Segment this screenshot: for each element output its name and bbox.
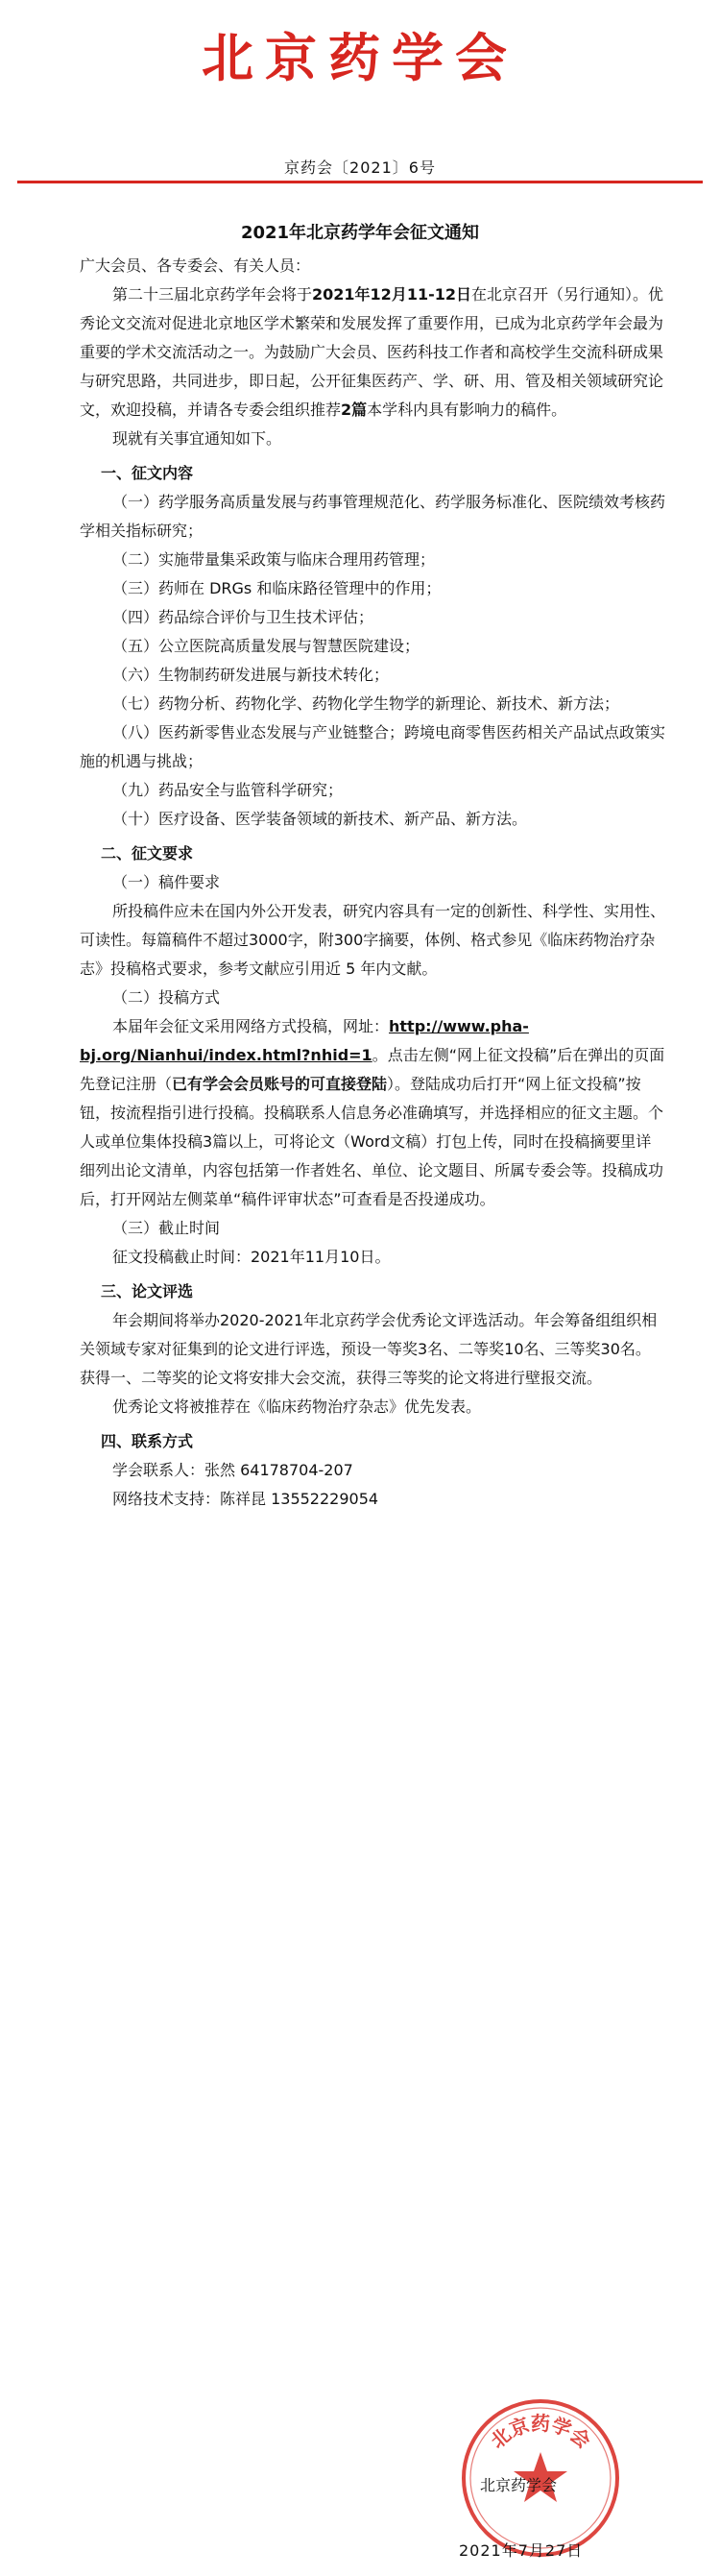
deadline-text: 征文投稿截止时间：2021年11月10日。 [112, 1248, 391, 1266]
section-2-sub1-heading: （一）稿件要求 [112, 873, 221, 891]
notice-title: 2021年北京药学年会征文通知 [240, 223, 480, 243]
topic-item: （六）生物制药研发进展与新技术转化； [112, 666, 390, 684]
intro-date: 2021年12月11-12日 [312, 285, 471, 304]
section-2-heading: 二、征文要求 [101, 844, 194, 863]
submission-text: 本届年会征文采用网络方式投稿，网址： [112, 1017, 390, 1035]
topic-item: （一）药学服务高质量发展与药事管理规范化、药学服务标准化、医院绩效考核药学相关指标研究； [80, 493, 666, 540]
notice-line: 现就有关事宜通知如下。 [112, 429, 282, 448]
section-4-heading: 四、联系方式 [101, 1432, 194, 1450]
contact-person: 学会联系人：张然 64178704-207 [112, 1461, 353, 1479]
submission-bold-note: 已有学会会员账号的可直接登陆 [172, 1075, 388, 1093]
topic-item: （七）药物分析、药物化学、药物化学生物学的新理论、新技术、新方法； [112, 694, 620, 713]
submission-text-2: 。点击左侧“网上征文投稿”后在弹出的页面先登记注册（ [80, 1046, 665, 1093]
topic-item: （五）公立医院高质量发展与智慧医院建设； [112, 637, 420, 655]
section-2-sub2-heading: （二）投稿方式 [112, 988, 221, 1007]
manuscript-requirements: 所投稿件应未在国内外公开发表，研究内容具有一定的创新性、科学性、实用性、可读性。每篇稿件不超过3000字，附300字摘要，体例、格式参见《临床药物治疗杂志》投稿格式要求，参考文献应引用近 5 年内文献。 [80, 902, 666, 978]
intro-text: 第二十三届北京药学年会将于 [112, 285, 313, 304]
topic-item: （三）药师在 DRGs 和临床路径管理中的作用； [112, 579, 442, 597]
intro-text-mid: 在北京召开（另行通知）。优秀论文交流对促进北京地区学术繁荣和发展发挥了重要作用，已成为北京药学年会最为重要的学术交流活动之一。为鼓励广大会员、医药科技工作者和高校学生交流科研成果与研究思路，共同进步，即日起，公开征集医药产、学、研、用、管及相关领域研究论文，欢迎投稿，并请各专委会组织推荐 [80, 285, 664, 419]
signature-org: 北京药学会 [480, 2476, 558, 2494]
red-divider-rule [17, 181, 703, 183]
section-2-sub3-heading: （三）截止时间 [112, 1219, 221, 1237]
topic-item: （八）医药新零售业态发展与产业链整合；跨境电商零售医药相关产品试点政策实施的机遇与挑战； [80, 723, 666, 770]
seal-text: 北京药学会 [486, 2412, 595, 2453]
topic-item: （四）药品综合评价与卫生技术评估； [112, 608, 374, 626]
svg-text:北京药学会 [486, 2412, 594, 2453]
document-number: 京药会〔2021〕6号 [284, 158, 436, 177]
tech-support-contact: 网络技术支持：陈祥昆 13552229054 [112, 1490, 379, 1508]
submission-method [80, 1012, 665, 1214]
topic-item: （九）药品安全与监管科学研究； [112, 781, 344, 799]
topic-item: （十）医疗设备、医学装备领域的新技术、新产品、新方法。 [112, 810, 528, 828]
salutation: 广大会员、各专委会、有关人员： [80, 256, 311, 275]
intro-count: 2篇 [341, 401, 368, 419]
evaluation-text: 年会期间将举办2020-2021年北京药学会优秀论文评选活动。年会筹备组组织相关领域专家对征集到的论文进行评选，预设一等奖3名、二等奖10名、三等奖30名。获得一、二等奖的论文将安排大会交流，获得三等奖的论文将进行壁报交流。 [80, 1311, 658, 1387]
section-1-heading: 一、征文内容 [101, 464, 194, 482]
signature-date: 2021年7月27日 [459, 2541, 584, 2560]
section-3-heading: 三、论文评选 [101, 1282, 194, 1300]
intro-text-after: 本学科内具有影响力的稿件。 [367, 401, 567, 419]
org-letterhead-title: 北京药学会 [202, 27, 518, 88]
notice-body [80, 252, 665, 1514]
submission-text-3: ）。登陆成功后打开“网上征文投稿”按钮，按流程指引进行投稿。投稿联系人信息务必准确填写，并选择相应的征文主题。个人或单位集体投稿3篇以上，可将论文（Word文稿）打包上传，同时在投稿摘要里详细列出论文清单，内容包括第一作者姓名、单位、论文题目、所属专委会等。投稿成功后，打开网站左侧菜单“稿件评审状态”可查看是否投递成功。 [80, 1075, 664, 1208]
intro-paragraph [80, 280, 665, 425]
topic-item: （二）实施带量集采政策与临床合理用药管理； [112, 550, 436, 569]
publication-text: 优秀论文将被推荐在《临床药物治疗杂志》优先发表。 [112, 1397, 482, 1416]
submission-link[interactable]: http://www.pha-bj.org/Nianhui/index.html?nhid=1 [80, 1017, 529, 1064]
